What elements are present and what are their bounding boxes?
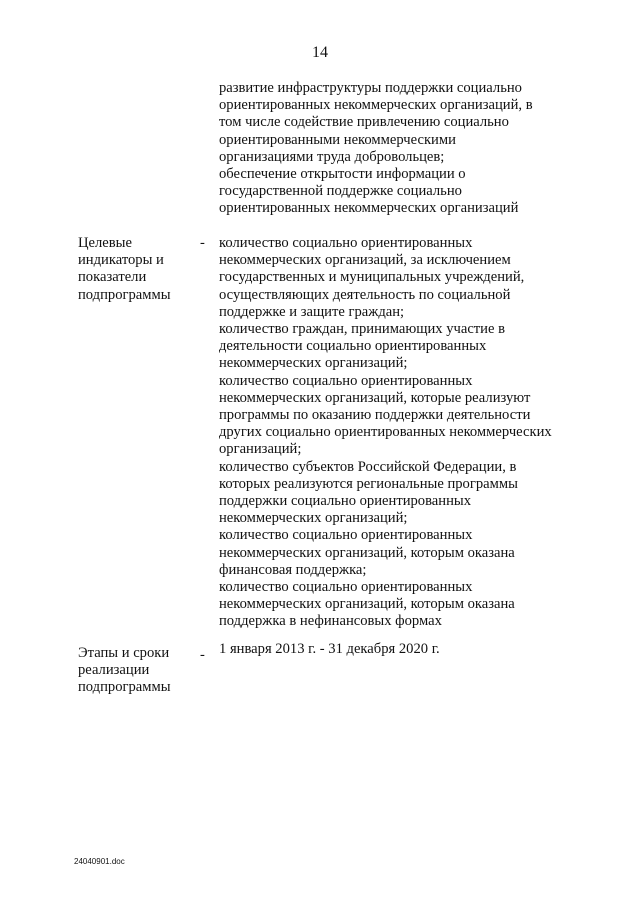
intro-line: ориентированных некоммерческих организаций (219, 200, 519, 217)
value-line: некоммерческих организаций, которым оказана (219, 596, 515, 613)
value-line: которых реализуются региональные программы (219, 475, 518, 492)
stages-label (78, 645, 193, 697)
label-line: Целевые (78, 235, 132, 251)
value-line: некоммерческих организаций, которые реализуют (219, 389, 531, 406)
intro-line: государственной поддержке социально (219, 183, 462, 200)
value-line: количество социально ориентированных (219, 579, 473, 596)
indicators-dash: - (200, 235, 205, 251)
value-line: 1 января 2013 г. - 31 декабря 2020 г. (219, 641, 440, 657)
label-line: индикаторы и (78, 252, 164, 269)
label-line: показатели (78, 269, 147, 286)
value-line: поддержки социально ориентированных (219, 493, 472, 510)
value-line: количество субъектов Российской Федерации, в (219, 458, 517, 475)
indicators-value (219, 235, 579, 631)
intro-line: том числе содействие привлечению социально (219, 114, 509, 131)
value-line: некоммерческих организаций, за исключением (219, 252, 511, 269)
value-line: поддержка в нефинансовых формах (219, 613, 442, 630)
page-number: 14 (312, 44, 328, 61)
value-line: количество социально ориентированных (219, 372, 473, 389)
value-line: финансовая поддержка; (219, 561, 367, 578)
label-line: подпрограммы (78, 679, 171, 696)
value-line: осуществляющих деятельность по социальной (219, 286, 511, 303)
value-line: деятельности социально ориентированных (219, 338, 487, 355)
label-line: реализации (78, 662, 150, 679)
label-line: подпрограммы (78, 286, 171, 303)
value-line: программы по оказанию поддержки деятельности (219, 407, 531, 424)
stages-value (219, 641, 579, 658)
intro-line: организациями труда добровольцев; (219, 148, 445, 165)
value-line: государственных и муниципальных учреждений, (219, 269, 525, 286)
label-line: Этапы и сроки (78, 645, 170, 661)
footer-filename: 24040901.doc (74, 857, 125, 866)
intro-text (219, 80, 579, 218)
value-line: организаций; (219, 441, 302, 458)
intro-line: ориентированными некоммерческими (219, 131, 456, 148)
indicators-label (78, 235, 193, 304)
value-line: поддержке и защите граждан; (219, 303, 405, 320)
value-line: некоммерческих организаций; (219, 510, 408, 527)
intro-line: развитие инфраструктуры поддержки социально (219, 80, 522, 96)
value-line: других социально ориентированных некоммерческих (219, 424, 552, 441)
value-line: количество социально ориентированных (219, 235, 473, 251)
value-line: количество социально ориентированных (219, 527, 473, 544)
intro-line: ориентированных некоммерческих организаций, в (219, 97, 533, 114)
stages-dash: - (200, 647, 205, 663)
intro-line: обеспечение открытости информации о (219, 166, 466, 183)
value-line: некоммерческих организаций; (219, 355, 408, 372)
value-line: некоммерческих организаций, которым оказана (219, 544, 515, 561)
value-line: количество граждан, принимающих участие в (219, 321, 506, 338)
